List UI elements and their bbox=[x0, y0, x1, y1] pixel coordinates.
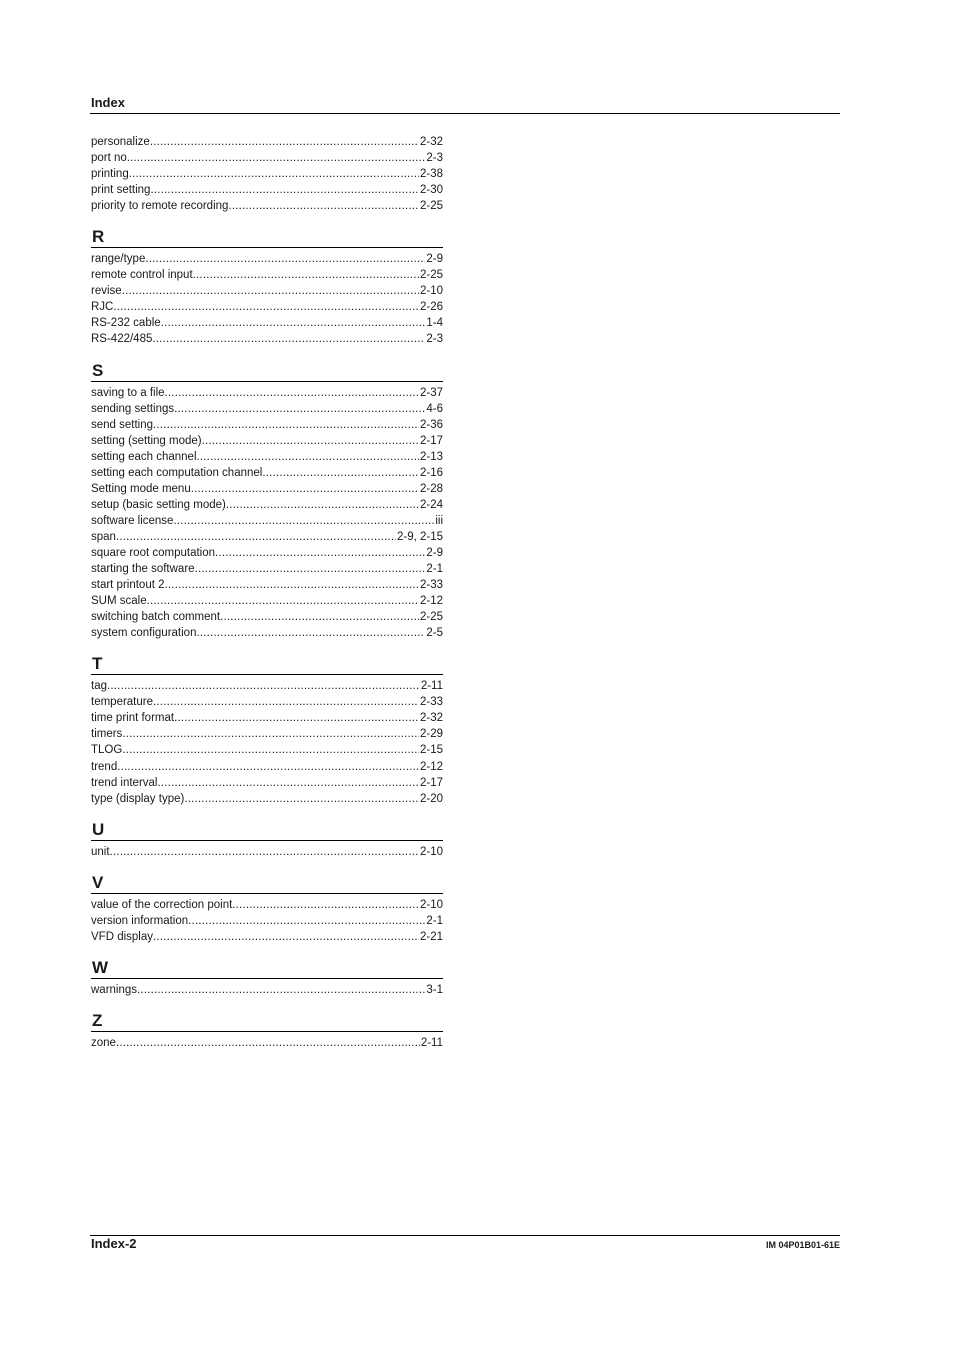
section-letter-heading: U bbox=[91, 819, 443, 841]
section-letter-heading: R bbox=[91, 226, 443, 248]
index-column bbox=[91, 134, 443, 1051]
index-term: timers bbox=[91, 728, 123, 741]
index-section bbox=[91, 1010, 443, 1051]
footer-page-label: Index-2 bbox=[91, 1236, 137, 1251]
index-page-ref: 2-25 bbox=[419, 269, 443, 282]
index-page-ref: 2-33 bbox=[419, 579, 443, 592]
index-term: tag bbox=[91, 680, 107, 693]
index-term: port no. bbox=[91, 152, 130, 165]
index-page-ref: 2-15 bbox=[419, 744, 443, 757]
index-entry bbox=[91, 166, 443, 182]
dot-leader bbox=[173, 513, 434, 529]
index-page-ref: iii bbox=[435, 514, 443, 527]
index-term: priority to remote recording bbox=[91, 200, 229, 213]
index-page-ref: 2-10 bbox=[419, 898, 443, 911]
index-page-ref: 2-3 bbox=[426, 152, 443, 165]
index-entry bbox=[91, 897, 443, 913]
index-entry bbox=[91, 775, 443, 791]
index-entry bbox=[91, 449, 443, 465]
dot-leader bbox=[122, 726, 419, 742]
dot-leader bbox=[129, 166, 419, 182]
dot-leader bbox=[165, 577, 419, 593]
index-term: time print format bbox=[91, 712, 175, 725]
dot-leader bbox=[184, 791, 419, 807]
index-section bbox=[91, 653, 443, 806]
index-term: range/type bbox=[91, 253, 146, 266]
index-entry bbox=[91, 150, 443, 166]
index-page-ref: 2-30 bbox=[419, 184, 443, 197]
dot-leader bbox=[122, 742, 419, 758]
index-entry bbox=[91, 134, 443, 150]
dot-leader bbox=[262, 465, 419, 481]
index-entry bbox=[91, 982, 443, 998]
page-header-title: Index bbox=[91, 95, 125, 110]
dot-leader bbox=[193, 267, 419, 283]
index-entry bbox=[91, 726, 443, 742]
index-entry bbox=[91, 283, 443, 299]
index-term: switching batch comment bbox=[91, 611, 221, 624]
index-term: printing bbox=[91, 168, 129, 181]
dot-leader bbox=[116, 529, 396, 545]
index-entry bbox=[91, 759, 443, 775]
index-term: saving to a file bbox=[91, 386, 165, 399]
index-page-ref: 2-3 bbox=[426, 333, 443, 346]
index-page-ref: 2-12 bbox=[419, 760, 443, 773]
dot-leader bbox=[107, 678, 420, 694]
index-term: software license bbox=[91, 514, 174, 527]
index-page-ref: 3-1 bbox=[426, 983, 443, 996]
index-entry bbox=[91, 529, 443, 545]
index-term: SUM scale bbox=[91, 595, 147, 608]
dot-leader bbox=[202, 433, 419, 449]
index-entry bbox=[91, 481, 443, 497]
index-section bbox=[91, 360, 443, 642]
index-term: system configuration bbox=[91, 627, 197, 640]
dot-leader bbox=[153, 694, 419, 710]
dot-leader bbox=[232, 897, 419, 913]
dot-leader bbox=[110, 844, 419, 860]
dot-leader bbox=[228, 198, 419, 214]
index-entry bbox=[91, 561, 443, 577]
index-page-ref: 4-6 bbox=[426, 402, 443, 415]
index-term: temperature bbox=[91, 696, 154, 709]
index-entry bbox=[91, 401, 443, 417]
dot-leader bbox=[188, 913, 425, 929]
index-page-ref: 2-32 bbox=[419, 712, 443, 725]
index-entry bbox=[91, 742, 443, 758]
index-page-ref: 2-1 bbox=[426, 563, 443, 576]
dot-leader bbox=[174, 401, 425, 417]
section-letter-heading: W bbox=[91, 957, 443, 979]
index-page-ref: 2-38 bbox=[419, 168, 443, 181]
dot-leader bbox=[130, 150, 425, 166]
index-entry bbox=[91, 791, 443, 807]
index-page-ref: 2-16 bbox=[419, 466, 443, 479]
section-letter-heading: V bbox=[91, 872, 443, 894]
index-page-ref: 2-12 bbox=[419, 595, 443, 608]
footer-divider bbox=[90, 1235, 840, 1236]
index-term: RS-232 cable bbox=[91, 317, 161, 330]
index-entry bbox=[91, 929, 443, 945]
index-term: value of the correction point bbox=[91, 898, 233, 911]
index-term: remote control input bbox=[91, 269, 193, 282]
index-term: revise bbox=[91, 285, 122, 298]
index-page-ref: 2-17 bbox=[419, 434, 443, 447]
dot-leader bbox=[153, 417, 419, 433]
index-page-ref: 2-10 bbox=[419, 285, 443, 298]
index-entry bbox=[91, 385, 443, 401]
dot-leader bbox=[174, 710, 419, 726]
index-entry bbox=[91, 609, 443, 625]
continued-entries bbox=[91, 134, 443, 214]
dot-leader bbox=[116, 1035, 420, 1051]
header-divider bbox=[90, 113, 840, 114]
index-page-ref: 2-25 bbox=[419, 200, 443, 213]
index-entry bbox=[91, 182, 443, 198]
index-entry bbox=[91, 678, 443, 694]
dot-leader bbox=[117, 759, 419, 775]
dot-leader bbox=[197, 449, 419, 465]
index-term: unit bbox=[91, 845, 110, 858]
index-page-ref: 2-10 bbox=[419, 845, 443, 858]
dot-leader bbox=[150, 134, 419, 150]
section-letter-heading: Z bbox=[91, 1010, 443, 1032]
index-term: Setting mode menu bbox=[91, 482, 191, 495]
index-section bbox=[91, 872, 443, 945]
index-entry bbox=[91, 315, 443, 331]
index-entry bbox=[91, 198, 443, 214]
index-page-ref: 2-36 bbox=[419, 418, 443, 431]
index-entry bbox=[91, 1035, 443, 1051]
index-term: RJC bbox=[91, 301, 114, 314]
index-entry bbox=[91, 331, 443, 347]
index-entry bbox=[91, 267, 443, 283]
index-sections bbox=[91, 226, 443, 1051]
dot-leader bbox=[191, 481, 419, 497]
index-page-ref: 2-32 bbox=[419, 136, 443, 148]
index-entry bbox=[91, 694, 443, 710]
footer-document-id: IM 04P01B01-61E bbox=[765, 1240, 840, 1250]
index-entry bbox=[91, 710, 443, 726]
index-term: print setting bbox=[91, 184, 151, 197]
index-page-ref: 2-28 bbox=[419, 482, 443, 495]
index-entry bbox=[91, 417, 443, 433]
index-term: trend interval bbox=[91, 776, 158, 789]
index-page-ref: 2-1 bbox=[426, 914, 443, 927]
index-page-ref: 2-37 bbox=[419, 386, 443, 399]
dot-leader bbox=[220, 609, 419, 625]
dot-leader bbox=[196, 625, 425, 641]
index-page-ref: 2-21 bbox=[419, 930, 443, 943]
index-term: VFD display bbox=[91, 930, 153, 943]
index-page-ref: 2-24 bbox=[419, 498, 443, 511]
index-page-ref: 2-9 bbox=[426, 253, 443, 266]
index-page-ref: 2-20 bbox=[419, 792, 443, 805]
index-page-ref: 2-33 bbox=[419, 696, 443, 709]
index-entry bbox=[91, 299, 443, 315]
index-entry bbox=[91, 433, 443, 449]
dot-leader bbox=[157, 775, 418, 791]
index-term: starting the software bbox=[91, 563, 195, 576]
index-entry bbox=[91, 251, 443, 267]
index-entry bbox=[91, 844, 443, 860]
index-entry bbox=[91, 497, 443, 513]
index-section bbox=[91, 226, 443, 347]
index-page-ref: 2-25 bbox=[419, 611, 443, 624]
index-term: start printout 2 bbox=[91, 579, 165, 592]
index-page-ref: 2-11 bbox=[420, 1036, 443, 1049]
index-term: version information bbox=[91, 914, 189, 927]
dot-leader bbox=[226, 497, 419, 513]
index-page-ref: 2-5 bbox=[426, 627, 443, 640]
index-term: warnings bbox=[91, 983, 138, 996]
index-section bbox=[91, 957, 443, 998]
dot-leader bbox=[195, 561, 426, 577]
dot-leader bbox=[153, 929, 419, 945]
index-entry bbox=[91, 513, 443, 529]
dot-leader bbox=[165, 385, 419, 401]
index-term: send setting bbox=[91, 418, 154, 431]
index-term: RS-422/485 bbox=[91, 333, 153, 346]
index-page-ref: 2-17 bbox=[419, 776, 443, 789]
index-page-ref: 1-4 bbox=[426, 317, 443, 330]
index-term: TLOG bbox=[91, 744, 123, 757]
index-term: setting each computation channel bbox=[91, 466, 263, 479]
index-entry bbox=[91, 913, 443, 929]
index-page-ref: 2-13 bbox=[419, 450, 443, 463]
dot-leader bbox=[161, 315, 426, 331]
dot-leader bbox=[137, 982, 425, 998]
index-term: type (display type) bbox=[91, 792, 185, 805]
section-letter-heading: T bbox=[91, 653, 443, 675]
index-term: setup (basic setting mode) bbox=[91, 498, 226, 511]
dot-leader bbox=[147, 593, 419, 609]
dot-leader bbox=[122, 283, 419, 299]
index-entry bbox=[91, 625, 443, 641]
index-page-ref: 2-11 bbox=[420, 680, 443, 693]
index-page-ref: 2-29 bbox=[419, 728, 443, 741]
index-term: span bbox=[91, 530, 116, 543]
index-term: trend bbox=[91, 760, 118, 773]
index-page-ref: 2-9, 2-15 bbox=[396, 530, 443, 543]
dot-leader bbox=[215, 545, 425, 561]
index-page-ref: 2-26 bbox=[419, 301, 443, 314]
index-page-ref: 2-9 bbox=[426, 546, 443, 559]
index-term: sending settings bbox=[91, 402, 175, 415]
index-section bbox=[91, 819, 443, 860]
dot-leader bbox=[150, 182, 419, 198]
index-term: setting (setting mode) bbox=[91, 434, 202, 447]
index-entry bbox=[91, 545, 443, 561]
dot-leader bbox=[145, 251, 425, 267]
index-term: square root computation bbox=[91, 546, 216, 559]
index-term: zone bbox=[91, 1036, 116, 1049]
index-entry bbox=[91, 593, 443, 609]
dot-leader bbox=[152, 331, 425, 347]
index-term: personalize bbox=[91, 136, 150, 148]
index-term: setting each channel bbox=[91, 450, 197, 463]
index-entry bbox=[91, 577, 443, 593]
index-entry bbox=[91, 465, 443, 481]
section-letter-heading: S bbox=[91, 360, 443, 382]
dot-leader bbox=[113, 299, 419, 315]
